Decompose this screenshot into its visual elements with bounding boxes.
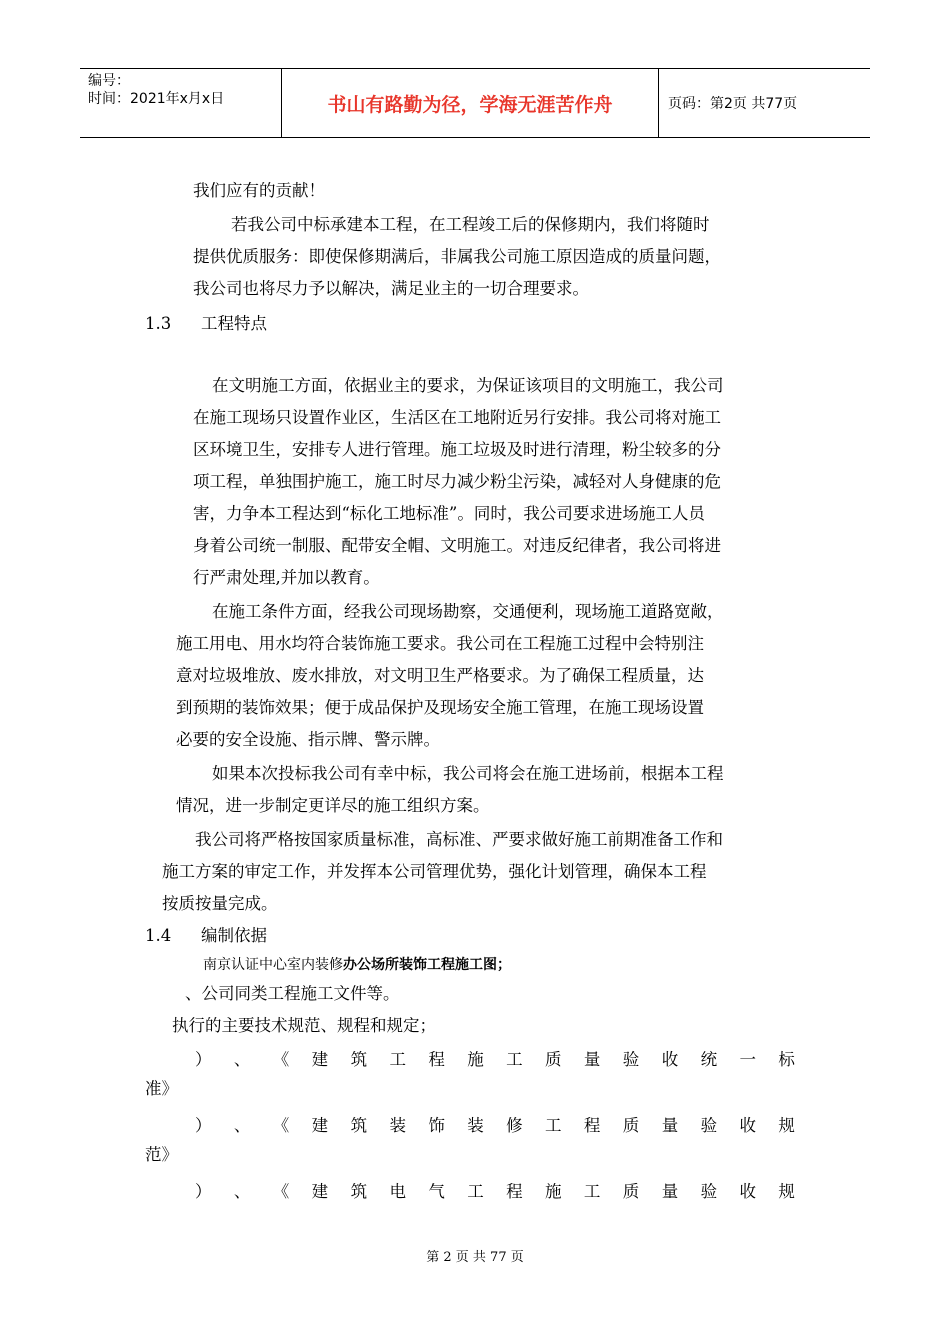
spread-char: 工 [467,1182,484,1201]
spread-char: 收 [739,1116,756,1135]
spread-char: 建 [311,1116,329,1135]
paragraph-line: 项工程，单独围护施工，施工时尽力减少粉尘污染，减轻对人身健康的危 [193,472,721,491]
spread-char: 筑 [350,1116,368,1135]
spread-char: 工 [583,1182,601,1201]
paragraph-line: 若我公司中标承建本工程，在工程竣工后的保修期内，我们将随时 [231,215,710,234]
paragraph-line: 情况，进一步制定更详尽的施工组织方案。 [176,796,490,815]
paragraph-line: 到预期的装饰效果；便于成品保护及现场安全施工管理，在施工现场设置 [176,698,704,717]
spread-char: 工 [545,1116,562,1135]
paragraph-line: 身着公司统一制服、配带安全帽、文明施工。对违反纪律者，我公司将进 [193,536,721,555]
paragraph-line: 在施工条件方面，经我公司现场勘察，交通便利，现场施工道路宽敞， [212,602,724,621]
spread-char: 规 [778,1182,795,1201]
spread-char: 气 [428,1182,445,1201]
spread-char: 验 [700,1182,718,1201]
spread-char: ） [195,1116,212,1135]
header-meta [80,69,282,137]
basis-item: 执行的主要技术规范、规程和规定； [172,1016,436,1035]
basis-item: 、公司同类工程施工文件等。 [185,984,400,1003]
spread-char: 质 [622,1116,640,1135]
paragraph-line: 在文明施工方面，依据业主的要求，为保证该项目的文明施工，我公司 [212,376,724,395]
paragraph-line: 必要的安全设施、指示牌、警示牌。 [176,730,440,749]
spread-char: 程 [583,1116,601,1135]
basis-item [203,954,511,976]
section-number: 1.3 [145,314,172,333]
section-heading-1-3 [145,310,267,334]
paragraph-line: 行严肃处理,并加以教育。 [193,568,380,587]
section-heading-1-4 [145,922,267,946]
spread-char: 质 [622,1182,640,1201]
spread-char: 装 [467,1116,484,1135]
spread-char: 《 [272,1182,290,1201]
spread-char: 饰 [428,1116,445,1135]
date-label: 时间：2021年x月x日 [88,91,225,107]
section-title: 工程特点 [201,314,267,333]
spread-char: 建 [311,1182,329,1201]
spread-char: 筑 [350,1182,368,1201]
spread-char: 程 [506,1182,523,1201]
standard-1-end: 准》 [145,1079,178,1098]
spread-char: 量 [583,1050,601,1069]
paragraph-line: 区环境卫生，安排专人进行管理。施工垃圾及时进行清理，粉尘较多的分 [193,440,721,459]
basis-prefix: 南京认证中心室内装修 [203,957,343,973]
spread-char: 《 [272,1116,290,1135]
spread-char: 量 [661,1182,679,1201]
spread-char: 施 [467,1050,484,1069]
spread-char: 装 [389,1116,406,1135]
spread-char: 统 [700,1050,718,1069]
spread-char: 电 [389,1182,406,1201]
standard-3-line [195,1178,795,1202]
spread-char: 质 [545,1050,562,1069]
spread-char: 收 [661,1050,679,1069]
paragraph-line: 提供优质服务：即使保修期满后，非属我公司施工原因造成的质量问题， [193,247,721,266]
standard-2-end: 范》 [145,1145,178,1164]
spread-char: 工 [389,1050,406,1069]
number-label: 编号： [88,73,130,89]
spread-char: 收 [739,1182,756,1201]
standard-2-line [195,1112,795,1136]
spread-char: 、 [233,1116,251,1135]
paragraph-line: 按质按量完成。 [162,894,278,913]
spread-char: 修 [506,1116,523,1135]
paragraph-line: 在施工现场只设置作业区，生活区在工地附近另行安排。我公司将对施工 [193,408,721,427]
spread-char: 、 [233,1050,251,1069]
spread-char: 一 [739,1050,756,1069]
spread-char: 标 [778,1050,795,1069]
spread-char: ） [195,1182,212,1201]
page-footer: 第 2 页 共 77 页 [426,1250,524,1265]
paragraph-line: 我公司将严格按国家质量标准，高标准、严要求做好施工前期准备工作和 [195,830,723,849]
spread-char: 、 [233,1182,251,1201]
header-page-info: 页码：第2页 共77页 [668,96,798,112]
spread-char: 验 [700,1116,718,1135]
spread-char: ） [195,1050,212,1069]
spread-char: 施 [545,1182,562,1201]
paragraph-line: 如果本次投标我公司有幸中标，我公司将会在施工进场前，根据本工程 [212,764,724,783]
paragraph-line: 施工方案的审定工作，并发挥本公司管理优势，强化计划管理，确保本工程 [162,862,707,881]
spread-char: 工 [506,1050,523,1069]
spread-char: 规 [778,1116,795,1135]
header-motto: 书山有路勤为径，学海无涯苦作舟 [282,69,659,137]
paragraph-line: 我公司也将尽力予以解决，满足业主的一切合理要求。 [193,279,589,298]
section-title: 编制依据 [201,926,267,945]
standard-1-line [195,1046,795,1070]
page-header [80,68,870,138]
section-number: 1.4 [145,926,172,945]
spread-char: 程 [428,1050,445,1069]
spread-char: 建 [311,1050,329,1069]
spread-char: 量 [661,1116,679,1135]
paragraph-line: 我们应有的贡献！ [193,181,325,200]
paragraph-line: 施工用电、用水均符合装饰施工要求。我公司在工程施工过程中会特别注 [176,634,704,653]
spread-char: 验 [622,1050,640,1069]
paragraph-line: 意对垃圾堆放、废水排放，对文明卫生严格要求。为了确保工程质量，达 [176,666,704,685]
spread-char: 筑 [350,1050,368,1069]
spread-char: 《 [272,1050,290,1069]
paragraph-line: 害，力争本工程达到“标化工地标准”。同时，我公司要求进场施工人员 [193,504,705,523]
basis-bold-text: 办公场所装饰工程施工图； [343,957,511,973]
